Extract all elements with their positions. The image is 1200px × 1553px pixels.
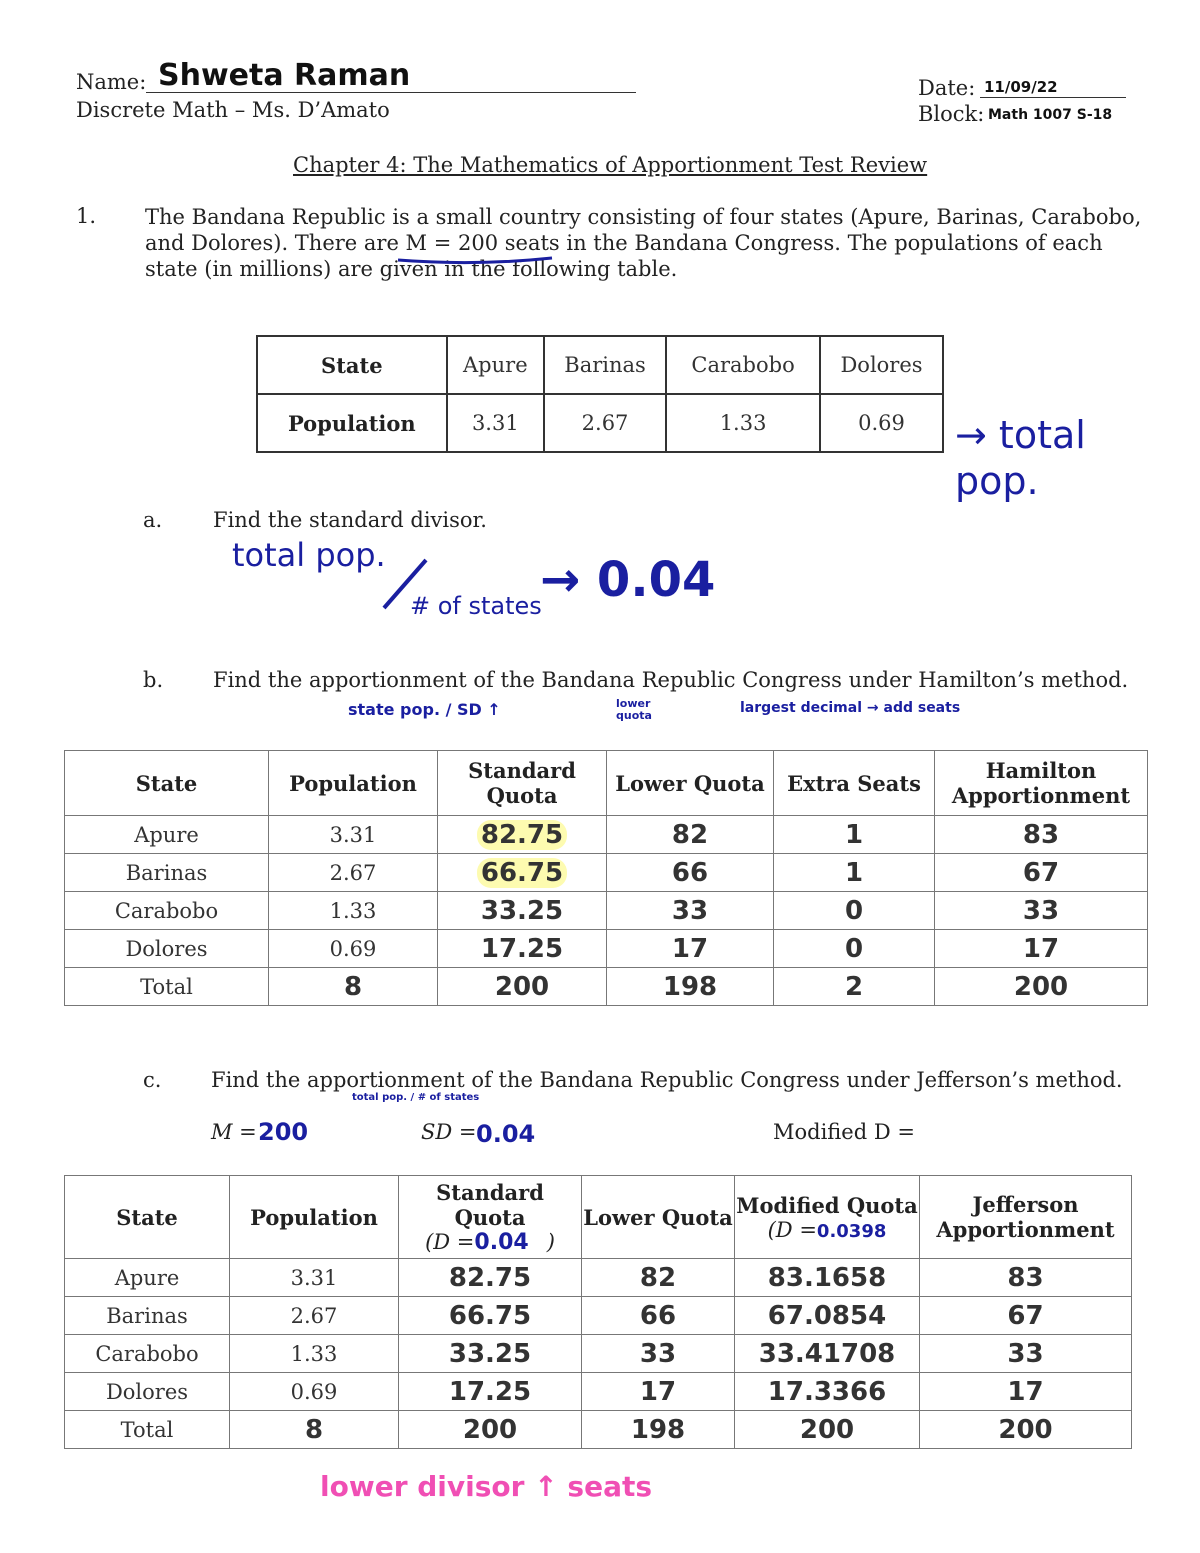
hamilton-lower-quota: 82 <box>607 816 774 854</box>
hamilton-lower-quota: 198 <box>607 968 774 1006</box>
jefferson-modified-quota: 83.1658 <box>735 1259 920 1297</box>
hamilton-state: Barinas <box>65 854 269 892</box>
jefferson-standard-quota: 66.75 <box>399 1297 582 1335</box>
hamilton-standard-quota: 200 <box>438 968 607 1006</box>
hamilton-population: 2.67 <box>269 854 438 892</box>
hamilton-col-lower-quota: Lower Quota <box>607 751 774 816</box>
jefferson-lower-quota: 66 <box>582 1297 735 1335</box>
hamilton-apportionment: 67 <box>935 854 1148 892</box>
seats-underline <box>396 250 556 270</box>
student-name: Shweta Raman <box>158 58 411 93</box>
jefferson-standard-quota: 17.25 <box>399 1373 582 1411</box>
part-a-label: a. <box>143 508 163 532</box>
pop-apure: 3.31 <box>447 394 544 452</box>
state-barinas: Barinas <box>544 336 666 394</box>
jefferson-population: 8 <box>230 1411 399 1449</box>
highlighted-quota: 66.75 <box>477 858 567 888</box>
course-name: Discrete Math – Ms. D’Amato <box>76 98 390 122</box>
hamilton-apportionment: 200 <box>935 968 1148 1006</box>
population-table-state-row <box>257 336 943 394</box>
jefferson-population: 0.69 <box>230 1373 399 1411</box>
table-row <box>65 816 1148 854</box>
hamilton-col-standard-quota: Standard Quota <box>438 751 607 816</box>
jefferson-lower-quota: 82 <box>582 1259 735 1297</box>
table-row <box>65 892 1148 930</box>
date-label: Date: <box>918 76 976 100</box>
jefferson-col-apportionment: Jefferson Apportionment <box>920 1176 1132 1259</box>
hamilton-extra-seats: 1 <box>774 854 935 892</box>
state-carabobo: Carabobo <box>666 336 820 394</box>
m-value: 200 <box>258 1118 309 1146</box>
hamilton-state: Apure <box>65 816 269 854</box>
block-value: Math 1007 S-18 <box>988 107 1113 123</box>
table-row <box>65 854 1148 892</box>
problem-text-line3: state (in millions) are given in the following table. <box>145 257 678 281</box>
problem-text-line2: and Dolores). There are M = 200 seats in the Bandana Congress. The populations of each <box>145 231 1103 255</box>
jefferson-standard-quota: 82.75 <box>399 1259 582 1297</box>
population-header: Population <box>257 394 447 452</box>
jefferson-apportionment: 33 <box>920 1335 1132 1373</box>
pink-annotation: lower divisor ↑ seats <box>320 1470 653 1503</box>
jefferson-standard-quota-title: Standard Quota <box>436 1179 544 1230</box>
date-value: 11/09/22 <box>984 78 1058 96</box>
jefferson-lower-quota: 198 <box>582 1411 735 1449</box>
jefferson-state: Barinas <box>65 1297 230 1335</box>
table-row <box>65 1373 1132 1411</box>
highlighted-quota: 82.75 <box>477 820 567 850</box>
jefferson-col-modified-quota <box>735 1176 920 1259</box>
pop-carabobo: 1.33 <box>666 394 820 452</box>
pop-barinas: 2.67 <box>544 394 666 452</box>
jefferson-state: Carabobo <box>65 1335 230 1373</box>
state-dolores: Dolores <box>820 336 943 394</box>
table-row <box>65 1411 1132 1449</box>
jefferson-modified-quota-title: Modified Quota <box>736 1192 918 1218</box>
jefferson-modified-quota: 200 <box>735 1411 920 1449</box>
jefferson-col-state: State <box>65 1176 230 1259</box>
table-row <box>65 1335 1132 1373</box>
jefferson-apportionment: 67 <box>920 1297 1132 1335</box>
hamilton-standard-quota: 33.25 <box>438 892 607 930</box>
jefferson-modified-quota: 17.3366 <box>735 1373 920 1411</box>
mod-d-value: 0.0398 <box>816 1220 887 1242</box>
state-apure: Apure <box>447 336 544 394</box>
hamilton-col-apportionment: Hamilton Apportionment <box>935 751 1148 816</box>
jefferson-state: Apure <box>65 1259 230 1297</box>
block-label: Block: <box>918 102 985 126</box>
problem-text-line1: The Bandana Republic is a small country consisting of four states (Apure, Barinas, Carabobo, <box>145 205 1142 229</box>
jefferson-table <box>64 1175 1132 1449</box>
hamilton-lower-quota: 66 <box>607 854 774 892</box>
hamilton-header-row <box>65 751 1148 816</box>
hamilton-extra-seats: 1 <box>774 816 935 854</box>
hamilton-extra-seats: 2 <box>774 968 935 1006</box>
jefferson-apportionment: 200 <box>920 1411 1132 1449</box>
part-c-label: c. <box>143 1068 162 1092</box>
jefferson-col-standard-quota <box>399 1176 582 1259</box>
jefferson-standard-quota: 33.25 <box>399 1335 582 1373</box>
table-row <box>65 1259 1132 1297</box>
std-d-prefix: (D = <box>425 1229 475 1254</box>
hamilton-lower-quota: 33 <box>607 892 774 930</box>
jefferson-col-lower-quota: Lower Quota <box>582 1176 735 1259</box>
jefferson-col-population: Population <box>230 1176 399 1259</box>
hamilton-col-extra-seats: Extra Seats <box>774 751 935 816</box>
sd-label: SD = <box>421 1120 477 1144</box>
problem-text <box>145 204 1145 282</box>
std-d-suffix: ) <box>546 1229 555 1254</box>
jefferson-header-row <box>65 1176 1132 1259</box>
m-label: M = <box>211 1120 257 1144</box>
table-row <box>65 968 1148 1006</box>
jefferson-modified-d <box>735 1218 919 1242</box>
sd-formula-numerator: total pop. <box>232 536 386 574</box>
date-underline <box>980 97 1126 98</box>
hamilton-apportionment: 83 <box>935 816 1148 854</box>
table-row <box>65 930 1148 968</box>
hamilton-note-lower: lower quota <box>616 697 652 722</box>
hamilton-table <box>64 750 1148 1006</box>
hamilton-standard-quota: 17.25 <box>438 930 607 968</box>
hamilton-note-extra: largest decimal → add seats <box>740 700 961 716</box>
page-title: Chapter 4: The Mathematics of Apportionment Test Review <box>293 153 928 177</box>
pop-dolores: 0.69 <box>820 394 943 452</box>
hamilton-standard-quota <box>438 854 607 892</box>
hamilton-state: Carabobo <box>65 892 269 930</box>
standard-divisor-answer: → 0.04 <box>540 552 716 608</box>
hamilton-note-quota: state pop. / SD ↑ <box>348 700 501 719</box>
hamilton-population: 3.31 <box>269 816 438 854</box>
hamilton-population: 0.69 <box>269 930 438 968</box>
sd-small-note: total pop. / # of states <box>352 1092 480 1103</box>
name-label: Name: <box>76 70 147 94</box>
jefferson-lower-quota: 33 <box>582 1335 735 1373</box>
jefferson-state: Total <box>65 1411 230 1449</box>
hamilton-extra-seats: 0 <box>774 930 935 968</box>
hamilton-col-state: State <box>65 751 269 816</box>
jefferson-population: 3.31 <box>230 1259 399 1297</box>
population-table <box>256 335 944 453</box>
table-row <box>65 1297 1132 1335</box>
hamilton-state: Total <box>65 968 269 1006</box>
jefferson-modified-quota: 67.0854 <box>735 1297 920 1335</box>
jefferson-population: 2.67 <box>230 1297 399 1335</box>
std-d-value: 0.04 <box>474 1229 529 1255</box>
hamilton-apportionment: 33 <box>935 892 1148 930</box>
hamilton-extra-seats: 0 <box>774 892 935 930</box>
jefferson-apportionment: 83 <box>920 1259 1132 1297</box>
part-c-text: Find the apportionment of the Bandana Republic Congress under Jefferson’s method. <box>211 1068 1123 1092</box>
problem-number: 1. <box>76 204 97 228</box>
jefferson-apportionment: 17 <box>920 1373 1132 1411</box>
sd-formula-denominator: # of states <box>410 592 542 620</box>
mod-d-prefix: (D = <box>767 1217 817 1242</box>
jefferson-population: 1.33 <box>230 1335 399 1373</box>
jefferson-lower-quota: 17 <box>582 1373 735 1411</box>
part-b-text: Find the apportionment of the Bandana Republic Congress under Hamilton’s method. <box>213 668 1129 692</box>
total-pop-note: → total pop. <box>955 413 1086 503</box>
jefferson-state: Dolores <box>65 1373 230 1411</box>
jefferson-standard-d <box>399 1230 581 1255</box>
sd-value: 0.04 <box>476 1120 536 1148</box>
part-b-label: b. <box>143 668 164 692</box>
jefferson-standard-quota: 200 <box>399 1411 582 1449</box>
hamilton-lower-quota: 17 <box>607 930 774 968</box>
modified-d-label: Modified D = <box>773 1120 915 1144</box>
hamilton-population: 1.33 <box>269 892 438 930</box>
hamilton-standard-quota <box>438 816 607 854</box>
hamilton-population: 8 <box>269 968 438 1006</box>
hamilton-state: Dolores <box>65 930 269 968</box>
state-header: State <box>257 336 447 394</box>
population-table-pop-row <box>257 394 943 452</box>
jefferson-modified-quota: 33.41708 <box>735 1335 920 1373</box>
hamilton-col-population: Population <box>269 751 438 816</box>
hamilton-apportionment: 17 <box>935 930 1148 968</box>
part-a-text: Find the standard divisor. <box>213 508 487 532</box>
